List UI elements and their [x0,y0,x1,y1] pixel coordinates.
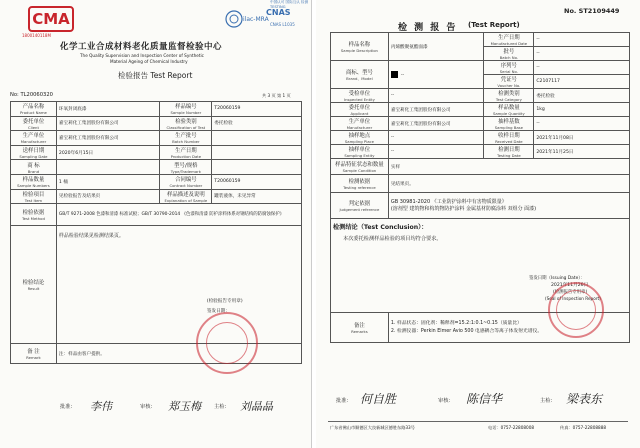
field-label: 序列号 Serial No. [484,61,534,75]
conclusion-cell [56,226,301,344]
reviewer-signature: 郑玉梅 [168,400,201,413]
field-value: 2021年11月08日 [534,131,630,145]
reviewer-label: 审核： [140,404,156,410]
judgement-line-2: (溶剂型 建筑物和构筑物防护涂料 金属基材防腐涂料 双组分 面漆) [390,205,537,212]
seal-caption-zh: (检测报告专用章) [553,290,588,295]
tester-signature: 梁表东 [566,392,603,406]
institution-name-en-line2: Material Ageing of Chemical Industry [110,59,188,64]
field-value: T20060159 [212,102,302,117]
field-value: T20060159 [212,174,302,189]
table-row [331,89,630,103]
field-label: 抽样单位 Sampling Entity [331,145,389,159]
footer-fax: 传真：0757-22808888 [560,425,607,430]
approver-label: 批准： [60,404,76,410]
field-value: 嘉宝莉化工集团股份有限公司 [56,131,160,146]
field-label: 委托单位 Applicant [331,103,389,117]
field-value: -- [534,47,630,61]
field-value: 罐装液体，未见异常 [212,189,302,204]
field-label: 抽样基数 Sampling Base [484,117,534,131]
field-label: 产品名称 Product Name [11,102,57,117]
cnas-accreditation: CNAS L1035 [270,22,295,27]
report-number [10,92,53,98]
table-row [11,116,302,131]
field-label: 样品名称 Sample Description [331,33,389,61]
table-row [11,102,302,117]
field-label: 检验结论 Result [11,226,57,344]
table-row [11,189,302,204]
approver-signature: 李伟 [90,400,112,413]
red-seal-stamp-inner [556,290,596,330]
judgement-line-1: GB 30981-2020 《工业防护涂料中有害物质限量》 [390,198,507,205]
field-label: 型号/规格 Type/Trademark [160,160,212,175]
tester-label: 主检： [214,404,230,410]
field-value: 2020年6月15日 [56,145,160,160]
field-label: 备注 Remarks [331,313,389,343]
issue-date-label: 签发日期： [206,309,230,315]
table-row [331,117,630,131]
field-value [212,160,302,175]
right-test-report [316,0,640,448]
ilac-mra-logo [224,8,269,30]
field-value: -- [534,117,630,131]
field-label: 受检单位 Inspected Entity [331,89,389,103]
table-row [331,145,630,159]
report-seal-caption: (检验报告专用章) [206,299,243,305]
report-number-label: No. [564,7,577,15]
field-value: 嘉宝莉化工集团股份有限公司 [388,117,484,131]
institution-name-zh: 化学工业合成材料老化质量监督检验中心 [60,42,223,52]
field-value: 1kg [534,103,630,117]
field-label: 生产日期 Production Date [160,145,212,160]
left-test-report [0,0,312,448]
conclusion-heading: 检测结论（Test Conclusion）： [333,224,428,231]
reviewer-label: 审核： [438,398,454,404]
field-label: 送样日期 Sampling Date [11,145,57,160]
remarks-line-2: 2. 检测仪器：Perkin Elmer Avio 500 电感耦合等离子体发射光谱仪。 [390,328,543,334]
table-row [331,175,630,193]
field-label: 生产单位 Manufacturer [11,131,57,146]
field-label: 检测类别 Test Category [484,89,534,103]
report-number [564,8,619,14]
cma-logo: CMA [28,6,74,32]
field-label: 样品编号 Sample Number [160,102,212,117]
field-label: 样品描述及说明 Explanation of Sample [160,189,212,204]
red-seal-stamp-inner [206,322,248,364]
left-info-table [10,101,302,364]
field-value: -- [388,145,484,159]
table-row [11,226,302,344]
field-value: 见检验报告及结果页 [56,189,160,204]
reviewer-signature: 陈信华 [466,392,503,406]
field-label: 判定依据 Judgement reference [331,193,389,219]
report-title: 检 测 报 告 [398,23,458,33]
field-value: -- [388,131,484,145]
cnas-side-text: 中国认可 国际互认 检测 TESTING [270,0,309,9]
field-label: 生产批号 Batch Number [160,131,212,146]
table-row [11,131,302,146]
field-value: 委托检验 [534,89,630,103]
remarks-line-1: 1. 样品状态：固化剂：稀释剂=15.2:1:0.1~0.15（质量比） [390,320,522,326]
field-value: -- [388,61,484,89]
table-row [331,159,630,175]
field-label: 批号 Batch No. [484,47,534,61]
judgement-reference-value [388,193,629,219]
field-label: 检验依据 Test Method [11,204,57,226]
field-value: 1 桶 [56,174,160,189]
field-label: 检验项目 Test Item [11,189,57,204]
field-label: 样品数量 Sample Numbers [11,174,57,189]
remark-text: 注：样品由客户提供。 [56,344,301,364]
table-row [331,193,630,219]
redacted-mark [391,71,398,78]
field-label: 凭证号 Voucher No. [484,75,534,89]
field-value: 环氧封闭底漆 [56,102,160,117]
field-label: 合同编号 Contract Number [160,174,212,189]
table-row [331,131,630,145]
tester-label: 主检： [540,398,556,404]
institution-name-en-line1: The Quality Supervision and Inspection Center of Synthetic [80,53,204,58]
page-indicator: 共 3 页 第 1 页 [262,93,291,98]
field-value [212,131,302,146]
table-row [11,344,302,364]
field-label: 抽样地点 Sampling Place [331,131,389,145]
approver-signature: 何自胜 [360,392,397,406]
field-label: 样品特征状态和数量 Sample Condition [331,159,389,175]
footer-phone: 电话：0757-22808008 [488,425,535,430]
approver-label: 批准： [336,398,352,404]
field-label: 商标、型号 Brand、Model [331,61,389,89]
table-row [11,145,302,160]
footer-address: 广东省佛山市顺德区大良新城区德胜东路33号 [330,425,415,430]
table-row [11,160,302,175]
table-row [331,103,630,117]
conclusion-text: 样品检验结果见检测结果页。 [58,233,124,240]
test-method-text: GB/T 9271-2008 色漆和清漆 标准试板；GB/T 30790-2014 《色漆和清漆 防护涂料体系对钢结构的防腐蚀保护》 [56,204,301,226]
field-value: -- [534,61,630,75]
table-row [11,174,302,189]
field-value: 嘉宝莉化工集团股份有限公司 [56,116,160,131]
report-number-value: ST2109449 [578,7,620,15]
footer-divider [328,421,628,422]
testing-reference-value: 见结果页。 [388,175,629,193]
cma-number: 1800140118M [22,33,51,38]
table-row [11,204,302,226]
field-label: 收样日期 Received Date [484,131,534,145]
cnas-logo: CNAS [266,8,291,17]
sample-condition-value: 实样 [388,159,629,175]
field-value [56,160,160,175]
table-row [331,33,630,47]
field-value: -- [534,33,630,47]
field-value: 委托检验 [212,116,302,131]
field-label: 生产日期 Manufactured Date [484,33,534,47]
table-row [331,61,630,75]
report-title: 检验报告 Test Report [118,71,193,80]
seal-caption-en: (Seal of Inspection Report) [545,296,601,301]
field-value: -- [388,89,484,103]
report-number-label: No: [10,92,19,98]
field-label: 检测日期 Testing Date [484,145,534,159]
field-value: C2107117 [534,75,630,89]
field-label: 商 标 Brand [11,160,57,175]
field-label: 备 注 Remark [11,344,57,364]
field-label: 检验类别 Classification of Test [160,116,212,131]
issuing-date-label: 签发日期（Issuing Date）： [529,276,585,281]
ilac-logo-text: ilac-MRA [243,16,269,23]
report-number-value: TL20060320 [20,92,53,98]
field-label: 样品数量 Sample Quantity [484,103,534,117]
field-label: 委托单位 Client [11,116,57,131]
field-label: 检测依据 Testing reference [331,175,389,193]
issuing-date-value: 2021年11月26日 [551,283,589,288]
report-title-en: (Test Report) [468,21,520,29]
field-value [212,145,302,160]
field-value: 丙烯酸聚氨酯面漆 [388,33,484,61]
field-value: 2021年11月25日 [534,145,630,159]
field-value: 嘉宝莉化工集团股份有限公司 [388,103,484,117]
field-label: 生产单位 Manufacturer [331,117,389,131]
conclusion-text: 本次委托检测样品检验的项目均符合要求。 [343,236,442,242]
tester-signature: 刘晶晶 [240,400,273,413]
